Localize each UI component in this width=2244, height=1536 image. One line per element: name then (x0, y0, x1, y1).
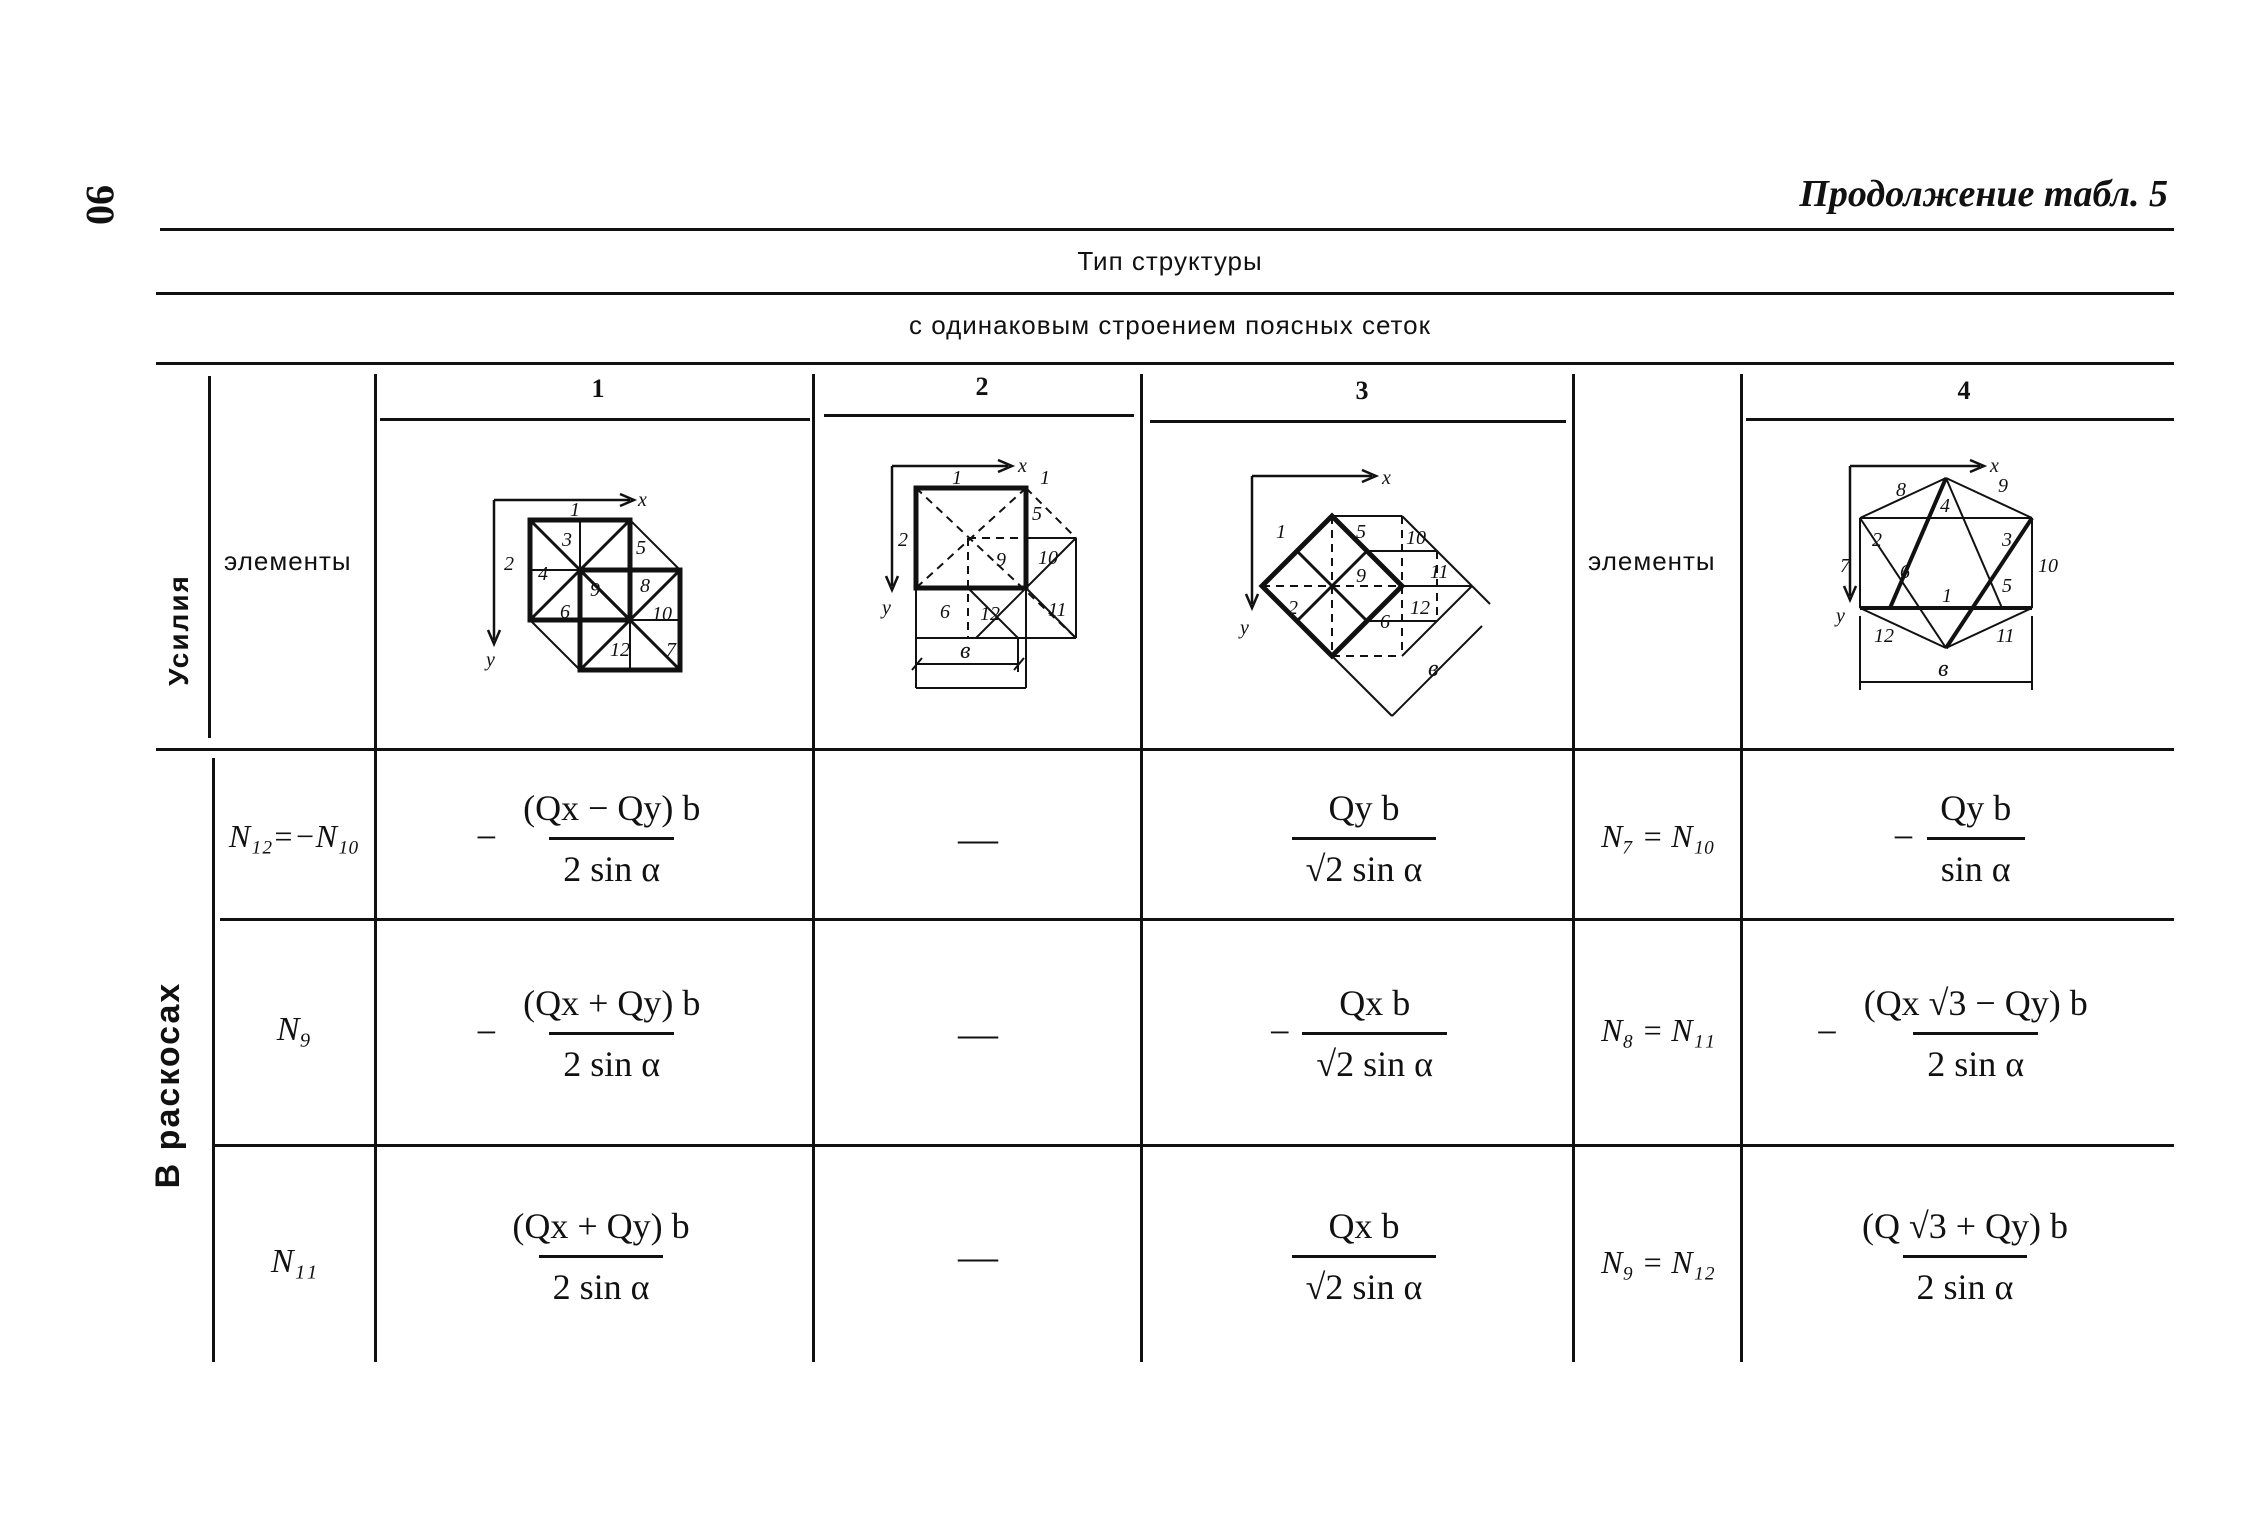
d3-label-10: 10 (1406, 527, 1426, 549)
row2-right-label: N₈ = N₁₁ (1601, 1011, 1715, 1048)
row1-col2-dash (816, 760, 1140, 916)
d4-label-4: 4 (1940, 495, 1950, 517)
row2-col1-numerator: (Qx + Qy) b (523, 982, 701, 1023)
d4-axis-x: x (1990, 455, 1999, 477)
row2-col1-formula (378, 924, 812, 1142)
d4-label-1: 1 (1942, 585, 1952, 607)
rule-colnums-4 (1746, 418, 2174, 421)
d4-label-12: 12 (1874, 625, 1894, 647)
row2-col2-dash (816, 924, 1140, 1142)
row3-col3-denominator: √2 sin α (1292, 1255, 1437, 1308)
structure-type-caption: Тип структуры (1077, 246, 1263, 276)
d1-label-9: 9 (590, 579, 600, 601)
d4-label-6: 6 (1900, 561, 1910, 583)
row2-left-label: N₉ (276, 1011, 312, 1048)
column-number-4: 4 (1957, 376, 1971, 405)
d2-label-1b: 1 (1040, 467, 1050, 489)
row3-col4-formula (1744, 1150, 2174, 1362)
d3-axis-x: x (1382, 467, 1391, 489)
column-number-2: 2 (975, 372, 989, 401)
forces-label: Усилия (163, 574, 194, 686)
d2-label-5: 5 (1032, 503, 1042, 525)
rule-top (160, 228, 2174, 231)
d4-label-9: 9 (1998, 475, 2008, 497)
row3-col4-numerator: (Q √3 + Qy) b (1861, 1205, 2069, 1246)
rule-row-1 (220, 918, 2174, 921)
d4-label-3: 3 (2002, 529, 2012, 551)
d3-dim: в (1428, 656, 1439, 682)
vrule-c1 (374, 374, 377, 1362)
row3-col3-numerator: Qx b (1328, 1205, 1400, 1246)
row2-col2-value: — (958, 1010, 998, 1056)
row1-col4-sign: − (1892, 817, 1915, 859)
d3-axis-y: y (1240, 617, 1249, 639)
d2-label-10: 10 (1038, 547, 1058, 569)
d4-label-11: 11 (1996, 625, 2015, 647)
row2-col4-numerator: (Qx √3 − Qy) b (1863, 982, 2088, 1023)
row1-col3-denominator: √2 sin α (1292, 837, 1437, 890)
d3-label-5: 5 (1356, 521, 1366, 543)
row1-col4-denominator: sin α (1927, 837, 2025, 890)
diagram-structure-4 (1830, 446, 2070, 706)
row2-col3-numerator: Qx b (1339, 982, 1411, 1023)
d4-dim: в (1938, 656, 1949, 682)
d1-label-3: 3 (562, 529, 572, 551)
d4-label-8: 8 (1896, 479, 1906, 501)
d3-label-12: 12 (1410, 597, 1430, 619)
d2-label-6: 6 (940, 601, 950, 623)
rule-body-top (156, 748, 2174, 751)
d1-label-4: 4 (538, 563, 548, 585)
row1-col1-denominator: 2 sin α (549, 837, 674, 890)
d4-label-10: 10 (2038, 555, 2058, 577)
d4-label-5: 5 (2002, 575, 2012, 597)
d1-label-5: 5 (636, 537, 646, 559)
row3-right-label: N₉ = N₁₂ (1601, 1243, 1715, 1280)
d2-label-2: 2 (898, 529, 908, 551)
d4-axis-y: y (1836, 605, 1845, 627)
row3-col1-numerator: (Qx + Qy) b (512, 1205, 690, 1246)
d1-axis-y: y (486, 649, 495, 671)
row2-col4-formula (1744, 924, 2174, 1142)
d3-label-11: 11 (1430, 561, 1449, 583)
rule-row-2 (212, 1144, 2174, 1147)
row1-col4-formula (1744, 760, 2174, 916)
row3-col2-dash (816, 1150, 1140, 1362)
d1-label-1: 1 (570, 499, 580, 521)
d2-label-9: 9 (996, 549, 1006, 571)
row2-col3-formula (1144, 924, 1572, 1142)
row3-col1-formula (378, 1150, 812, 1362)
row3-col3-formula (1144, 1150, 1572, 1362)
row1-col1-numerator: (Qx − Qy) b (523, 787, 701, 828)
row2-col1-sign: − (475, 1012, 498, 1054)
diagram-structure-3 (1232, 454, 1492, 734)
row1-col3-numerator: Qy b (1328, 787, 1400, 828)
d1-label-7: 7 (666, 639, 676, 661)
column-number-3: 3 (1355, 376, 1369, 405)
d3-label-6: 6 (1380, 611, 1390, 633)
d2-label-1a: 1 (952, 467, 962, 489)
page-number: 90 (78, 185, 123, 225)
d1-label-8: 8 (640, 575, 650, 597)
d3-label-2: 2 (1288, 597, 1298, 619)
row2-col3-denominator: √2 sin α (1302, 1032, 1447, 1085)
d1-axis-x: x (638, 489, 647, 511)
row3-col2-value: — (958, 1233, 998, 1279)
d1-label-10: 10 (652, 603, 672, 625)
row3-col4-denominator: 2 sin α (1903, 1255, 2028, 1308)
diagram-structure-1 (470, 470, 710, 690)
rule-colnums-1 (380, 418, 810, 421)
row1-col1-formula (378, 760, 812, 916)
d1-label-12: 12 (610, 639, 630, 661)
row3-col1-denominator: 2 sin α (539, 1255, 664, 1308)
rule-subtype (156, 362, 2174, 365)
d4-label-7: 7 (1840, 555, 1850, 577)
d2-label-12: 12 (980, 603, 1000, 625)
d4-label-2: 2 (1872, 529, 1882, 551)
row1-col2-value: — (958, 815, 998, 861)
diagonals-label: В раскосах (149, 981, 187, 1189)
row2-col4-sign: − (1816, 1012, 1838, 1054)
d2-label-11: 11 (1048, 599, 1067, 621)
elements-label-left: элементы (224, 546, 352, 576)
row1-col4-numerator: Qy b (1940, 787, 2012, 828)
row3-left-label: N₁₁ (270, 1243, 318, 1280)
d2-dim: в (960, 638, 971, 664)
vrule-c2 (812, 374, 815, 1362)
elements-label-right: элементы (1588, 546, 1716, 576)
rule-colnums-2 (824, 414, 1134, 417)
row1-right-label: N₇ = N₁₀ (1601, 817, 1715, 854)
row1-col1-sign: − (475, 817, 498, 859)
d3-label-1: 1 (1276, 521, 1286, 543)
row1-left-label: N₁₂=−N₁₀ (228, 817, 360, 854)
row2-col4-denominator: 2 sin α (1913, 1032, 2038, 1085)
diagram-structure-2 (868, 446, 1098, 706)
d2-axis-x: x (1018, 455, 1027, 477)
rule-structure (156, 292, 2174, 295)
d1-label-2: 2 (504, 553, 514, 575)
vrule-c3 (1140, 374, 1143, 1362)
d1-label-6: 6 (560, 601, 570, 623)
continuation-title: Продолжение табл. 5 (1799, 173, 2168, 215)
subtype-caption: с одинаковым строением поясных сеток (908, 310, 1431, 340)
row2-col3-sign: − (1268, 1012, 1291, 1054)
vrule-c4 (1740, 374, 1743, 1362)
vrule-right-label (1572, 374, 1575, 1362)
d3-label-9: 9 (1356, 565, 1366, 587)
rule-colnums-3 (1150, 420, 1566, 423)
row1-col3-formula (1144, 760, 1572, 916)
vrule-forces (208, 376, 211, 738)
d2-axis-y: y (882, 597, 891, 619)
column-number-1: 1 (591, 374, 605, 403)
row2-col1-denominator: 2 sin α (549, 1032, 674, 1085)
